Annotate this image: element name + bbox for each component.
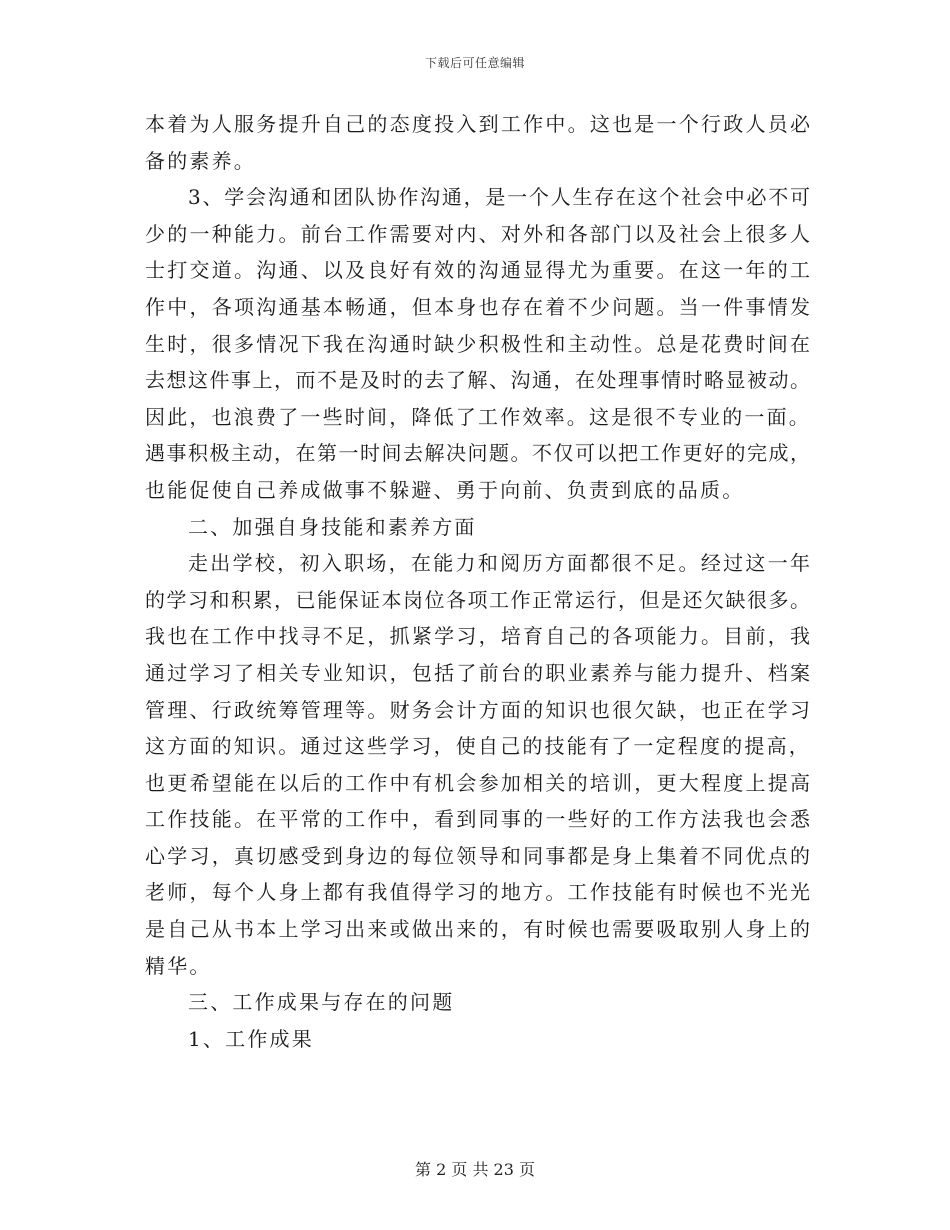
text-line: 我也在工作中找寻不足，抓紧学习，培育自己的各项能力。目前，我 xyxy=(145,624,810,649)
text-line: 三、工作成果与存在的问题 xyxy=(188,990,455,1015)
text-line: 也能促使自己养成做事不躲避、勇于向前、负责到底的品质。 xyxy=(145,477,745,502)
text-line: 3、学会沟通和团队协作沟通，是一个人生存在这个社会中必不可 xyxy=(188,185,810,210)
text-line: 作中，各项沟通基本畅通，但本身也存在着不少问题。当一件事情发 xyxy=(145,294,810,319)
text-line: 备的素养。 xyxy=(145,148,256,173)
text-line: 士打交道。沟通、以及良好有效的沟通显得尤为重要。在这一年的工 xyxy=(145,258,810,283)
text-line: 二、加强自身技能和素养方面 xyxy=(188,514,477,539)
page-header: 下载后可任意编辑 xyxy=(424,56,525,70)
text-line: 通过学习了相关专业知识，包括了前台的职业素养与能力提升、档案 xyxy=(145,660,810,685)
text-line: 的学习和积累，已能保证本岗位各项工作正常运行，但是还欠缺很多。 xyxy=(145,587,810,612)
text-line: 工作技能。在平常的工作中，看到同事的一些好的工作方法我也会悉 xyxy=(145,807,810,832)
text-line: 因此，也浪费了一些时间，降低了工作效率。这是很不专业的一面。 xyxy=(145,404,811,429)
text-line: 精华。 xyxy=(145,953,212,978)
text-line: 少的一种能力。前台工作需要对内、对外和各部门以及社会上很多人 xyxy=(145,221,810,246)
text-line: 老师，每个人身上都有我值得学习的地方。工作技能有时候也不光光 xyxy=(145,880,810,905)
text-line: 管理、行政统筹管理等。财务会计方面的知识也很欠缺，也正在学习 xyxy=(145,697,810,722)
text-line: 遇事积极主动，在第一时间去解决问题。不仅可以把工作更好的完成， xyxy=(145,441,810,466)
text-line: 心学习，真切感受到身边的每位领导和同事都是身上集着不同优点的 xyxy=(145,843,810,868)
text-line: 去想这件事上，而不是及时的去了解、沟通，在处理事情时略显被动。 xyxy=(145,368,810,393)
text-line: 是自己从书本上学习出来或做出来的，有时候也需要吸取别人身上的 xyxy=(145,917,810,942)
text-line: 1、工作成果 xyxy=(188,1026,314,1051)
document-body xyxy=(145,106,810,1057)
text-line: 生时，很多情况下我在沟通时缺少积极性和主动性。总是花费时间在 xyxy=(145,331,810,356)
text-line: 本着为人服务提升自己的态度投入到工作中。这也是一个行政人员必 xyxy=(145,112,810,136)
text-line: 这方面的知识。通过这些学习，使自己的技能有了一定程度的提高， xyxy=(145,734,811,759)
page-footer: 第 2 页 共 23 页 xyxy=(415,1160,535,1179)
text-line: 走出学校，初入职场，在能力和阅历方面都很不足。经过这一年 xyxy=(188,551,810,576)
text-line: 也更希望能在以后的工作中有机会参加相关的培训，更大程度上提高 xyxy=(145,770,810,795)
